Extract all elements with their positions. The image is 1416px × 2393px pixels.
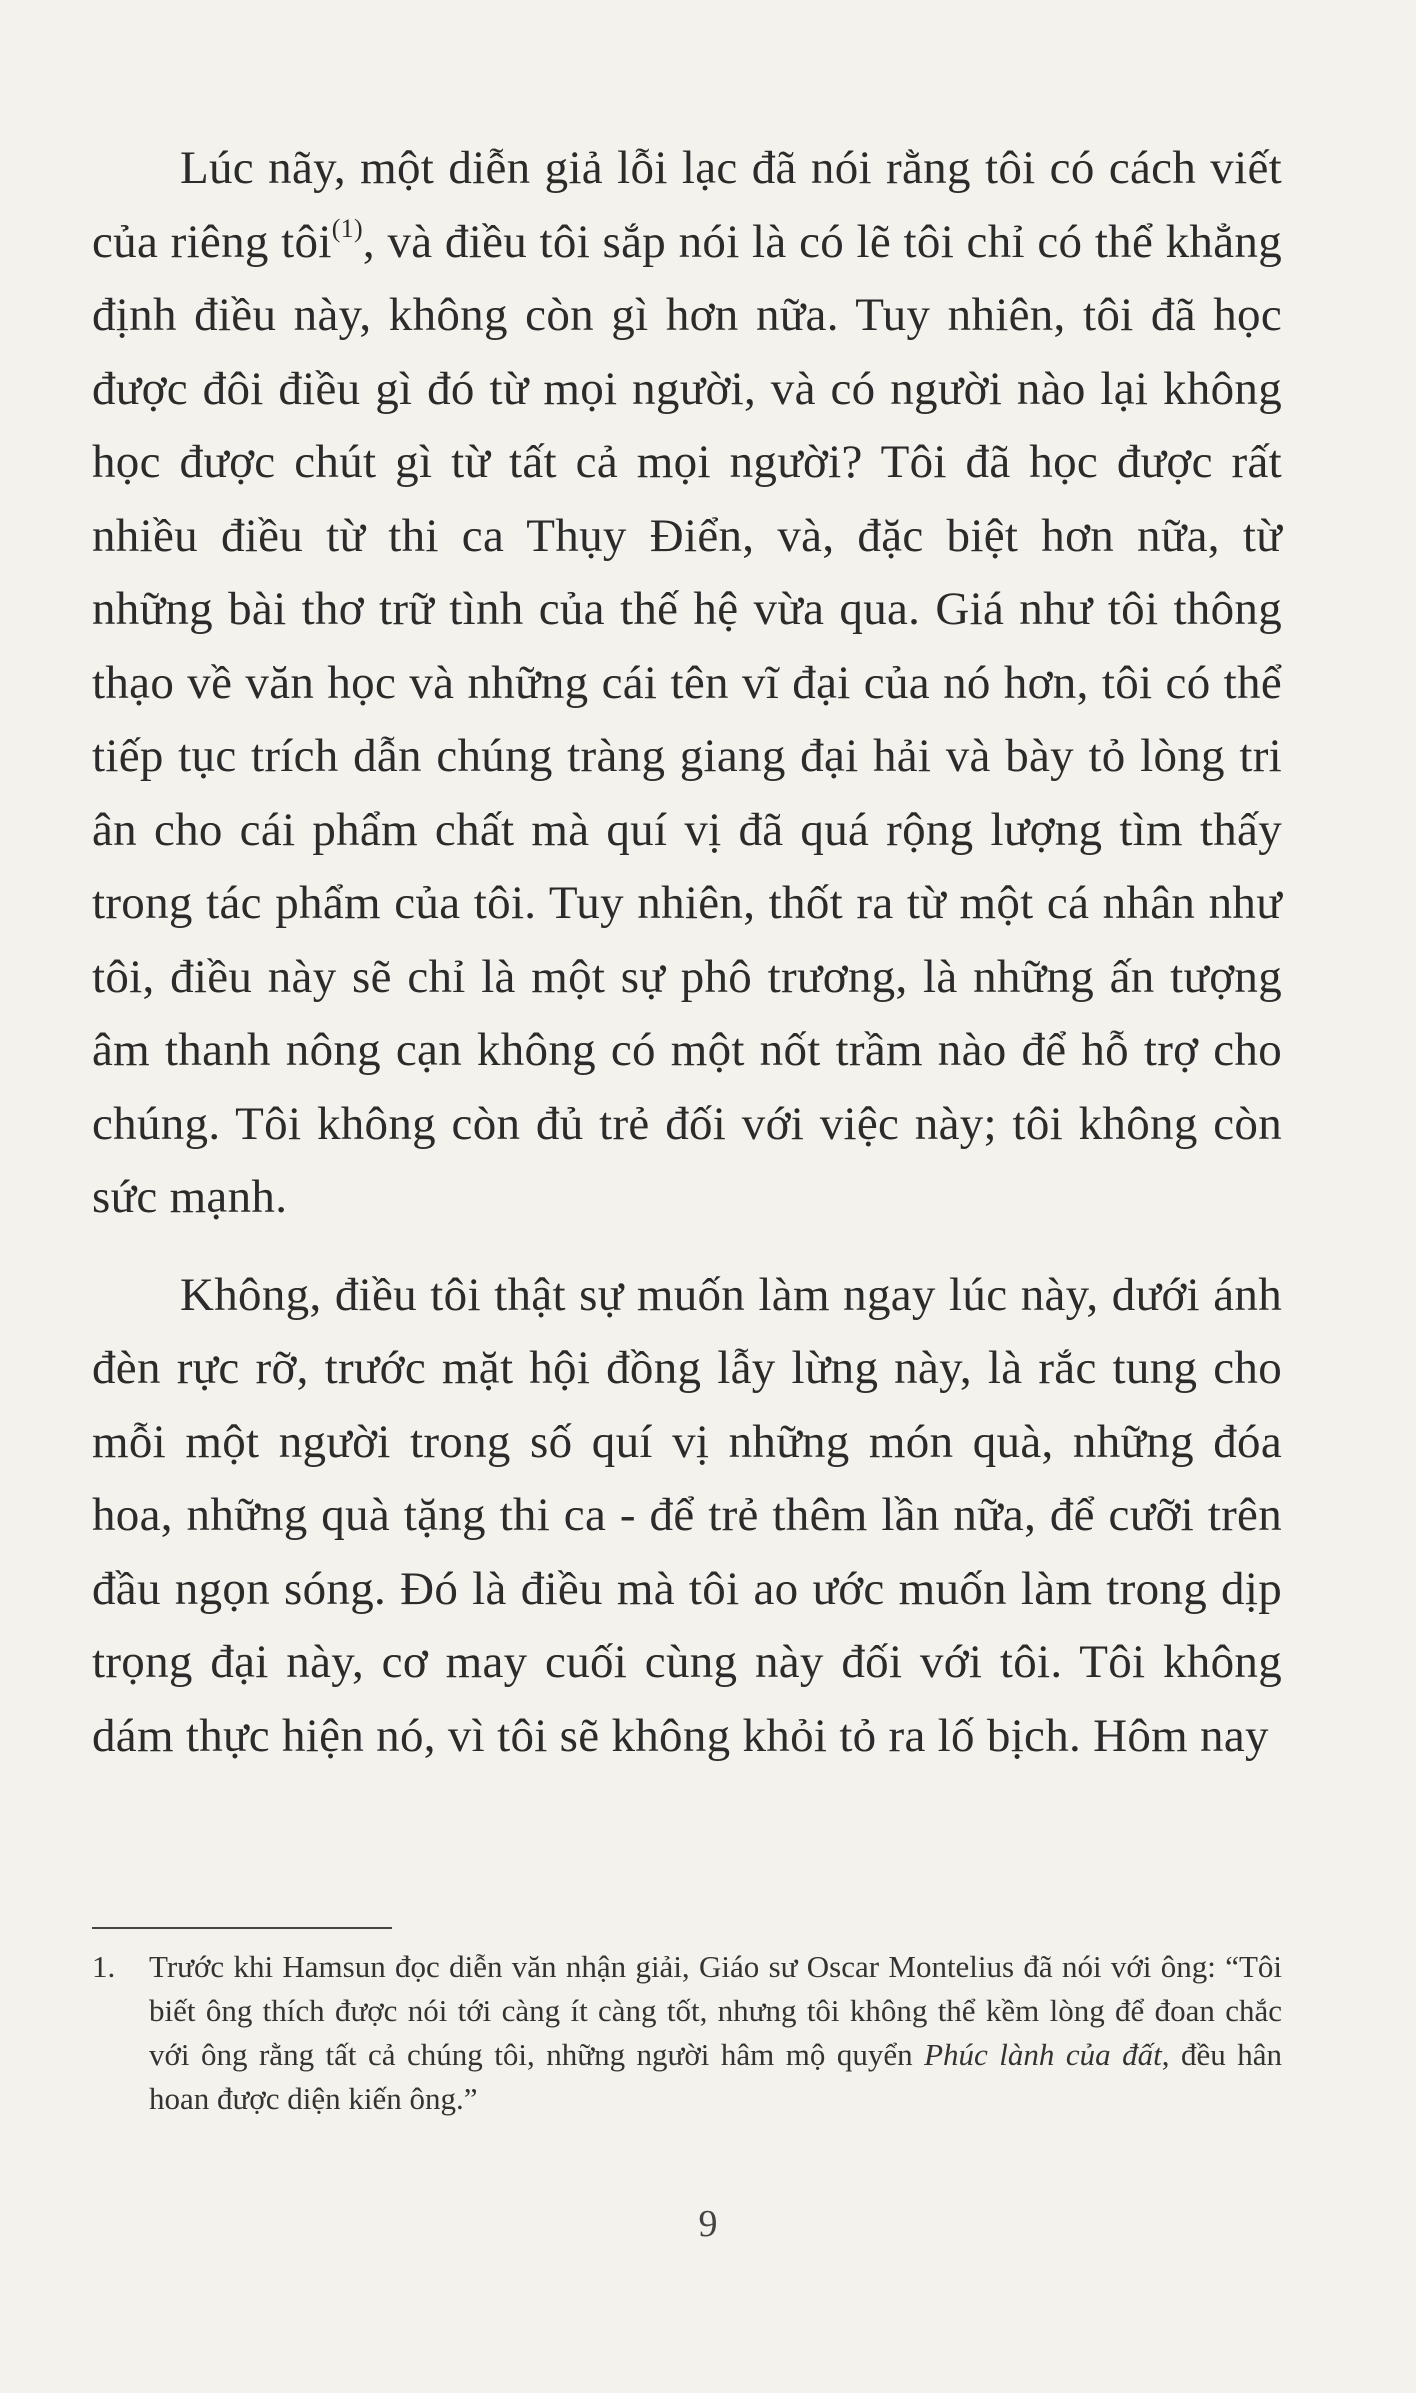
footnote-number: 1. <box>92 1949 116 1984</box>
footnote-text-start: Trước khi Hamsun đọc diễn văn nhận giải, Giáo sư Oscar Montelius đã nói với ông: “Tôi biết ông thích được nói tới càng ít càng tốt, nhưng tôi không thể kềm lòng để đoan chắc với ông rằng tất cả chúng tôi, những người hâm mộ quyển <box>149 1949 1282 2072</box>
footnote-text-end: , đều hân hoan được diện kiến ông.” <box>149 2037 1282 2116</box>
footnote-divider <box>92 1927 392 1929</box>
footnote-reference-1: (1) <box>331 213 363 243</box>
footnote-book-title: Phúc lành của đất <box>924 2037 1162 2072</box>
paragraph-1-text-end: , và điều tôi sắp nói là có lẽ tôi chỉ có thể khẳng định điều này, không còn gì hơn nữa. Tuy nhiên, tôi đã học được đôi điều gì đó từ mọi người, và có người nào lại không học được chút gì từ tất cả mọi người? Tôi đã học được rất nhiều điều từ thi ca Thụy Điển, và, đặc biệt hơn nữa, từ những bài thơ trữ tình của thế hệ vừa qua. Giá như tôi thông thạo về văn học và những cái tên vĩ đại của nó hơn, tôi có thể tiếp tục trích dẫn chúng tràng giang đại hải và bày tỏ lòng tri ân cho cái phẩm chất mà quí vị đã quá rộng lượng tìm thấy trong tác phẩm của tôi. Tuy nhiên, thốt ra từ một cá nhân như tôi, điều này sẽ chỉ là một sự phô trương, là những ấn tượng âm thanh nông cạn không có một nốt trầm nào để hỗ trợ cho chúng. Tôi không còn đủ trẻ đối với việc này; tôi không còn sức mạnh. <box>92 215 1282 1223</box>
paragraph-1-text-start: Lúc nãy, một diễn giả lỗi lạc đã nói rằng tôi có cách viết của riêng tôi <box>92 142 1282 268</box>
footnote-text <box>149 1945 1282 2121</box>
main-text <box>92 132 1282 1773</box>
paragraph-2: Không, điều tôi thật sự muốn làm ngay lúc này, dưới ánh đèn rực rỡ, trước mặt hội đồng lẫy lừng này, là rắc tung cho mỗi một người trong số quí vị những món quà, những đóa hoa, những quà tặng thi ca - để trẻ thêm lần nữa, để cưỡi trên đầu ngọn sóng. Đó là điều mà tôi ao ước muốn làm trong dịp trọng đại này, cơ may cuối cùng này đối với tôi. Tôi không dám thực hiện nó, vì tôi sẽ không khỏi tỏ ra lố bịch. Hôm nay <box>92 1268 1282 1762</box>
page-number: 9 <box>698 2203 718 2245</box>
footnote-1 <box>92 1945 1282 2121</box>
paragraph-1 <box>92 132 1282 1235</box>
